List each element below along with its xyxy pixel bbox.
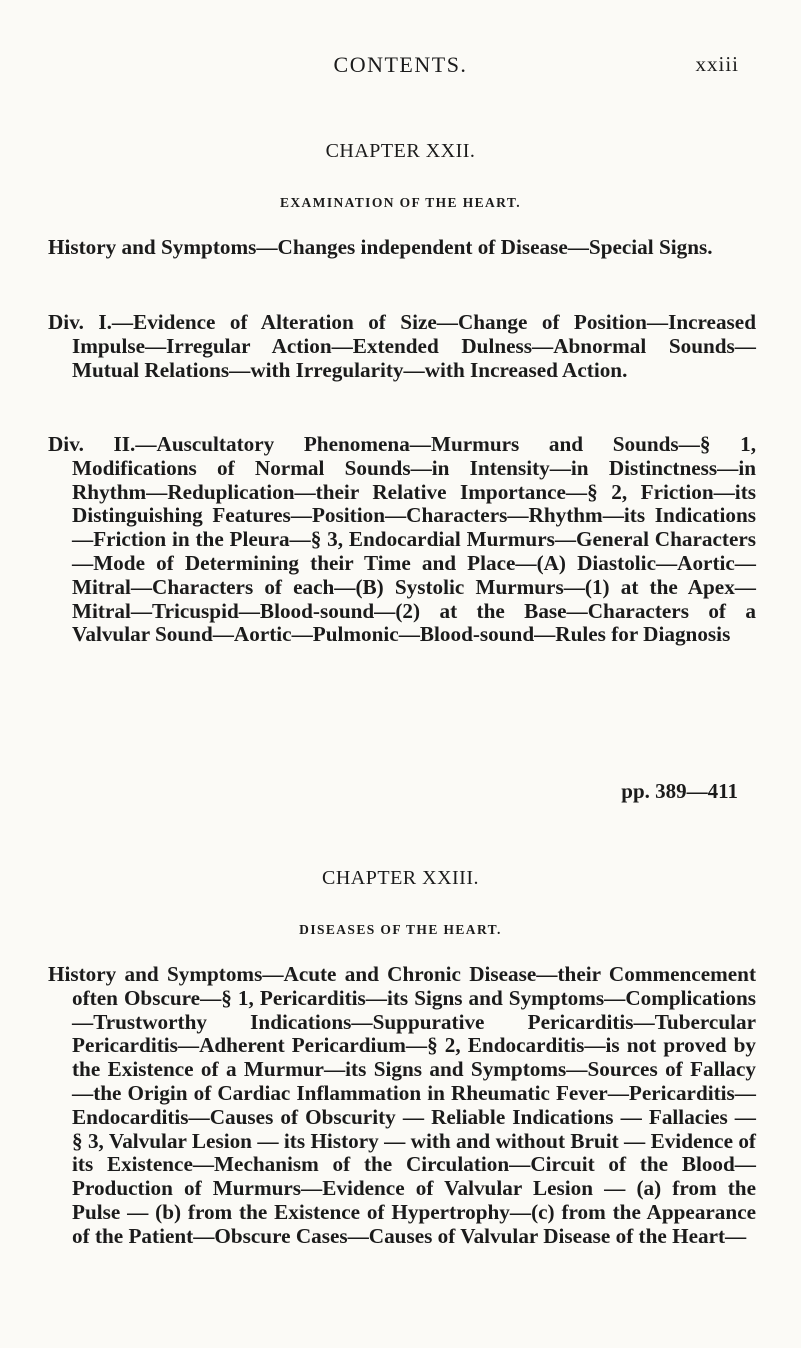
chapter-subtitle: EXAMINATION OF THE HEART.: [279, 195, 522, 210]
running-head: [0, 52, 801, 82]
chapter-subtitle: DISEASES OF THE HEART.: [299, 922, 502, 937]
running-title: CONTENTS.: [333, 52, 468, 77]
division-1-text: Div. I.—Evidence of Alteration of Size—Change of Position—Increased Impulse—Irregular Action—Extended Dulness—Abnormal Sounds—Mutual Relations—with Irregularity—with Increased Action.: [48, 310, 756, 382]
chapter-title: CHAPTER XXIII.: [322, 867, 479, 889]
chapter-23-text: History and Symptoms—Acute and Chronic Disease—their Commencement often Obscure—§ 1, Pericarditis—its Signs and Symptoms—Complications—Trustworthy Indications—Suppurative Pericarditis—Tubercular Pericarditis—Adherent Pericardium—§ 2, Endocarditis—is not proved by the Existence of a Murmur—its Signs and Symptoms—Sources of Fallacy—the Origin of Cardiac Inflammation in Rheumatic Fever—Pericarditis—Endocarditis—Causes of Obscurity — Reliable Indications — Fallacies — § 3, Valvular Lesion — its History — with and without Bruit — Evidence of its Existence—Mechanism of the Circulation—Circuit of the Blood—Production of Murmurs—Evidence of Valvular Lesion — (a) from the Pulse — (b) from the Existence of Hypertrophy—(c) from the Appearance of the Patient—Obscure Cases—Causes of Valvular Disease of the Heart—: [48, 962, 756, 1248]
chapter-23-body: [48, 963, 756, 1249]
intro-text: History and Symptoms—Changes independent of Disease—Special Signs.: [48, 235, 713, 259]
division-2: [48, 433, 756, 647]
page-number: xxiii: [695, 52, 739, 76]
division-1: [48, 311, 756, 382]
chapter-title: CHAPTER XXII.: [325, 140, 476, 162]
page-range: pp. 389—411: [621, 779, 738, 803]
chapter-intro: [48, 236, 756, 260]
division-2-text: Div. II.—Auscultatory Phenomena—Murmurs and Sounds—§ 1, Modifications of Normal Sounds—in Intensity—in Distinctness—in Rhythm—Reduplication—their Relative Importance—§ 2, Friction—its Distinguishing Features—Position—Characters—Rhythm—its Indications—Friction in the Pleura—§ 3, Endocardial Murmurs—General Characters—Mode of Determining their Time and Place—(A) Diastolic—Aortic—Mitral—Characters of each—(B) Systolic Murmurs—(1) at the Apex—Mitral—Tricuspid—Blood-sound—(2) at the Base—Characters of a Valvular Sound—Aortic—Pulmonic—Blood-sound—Rules for Diagnosis: [48, 432, 756, 647]
